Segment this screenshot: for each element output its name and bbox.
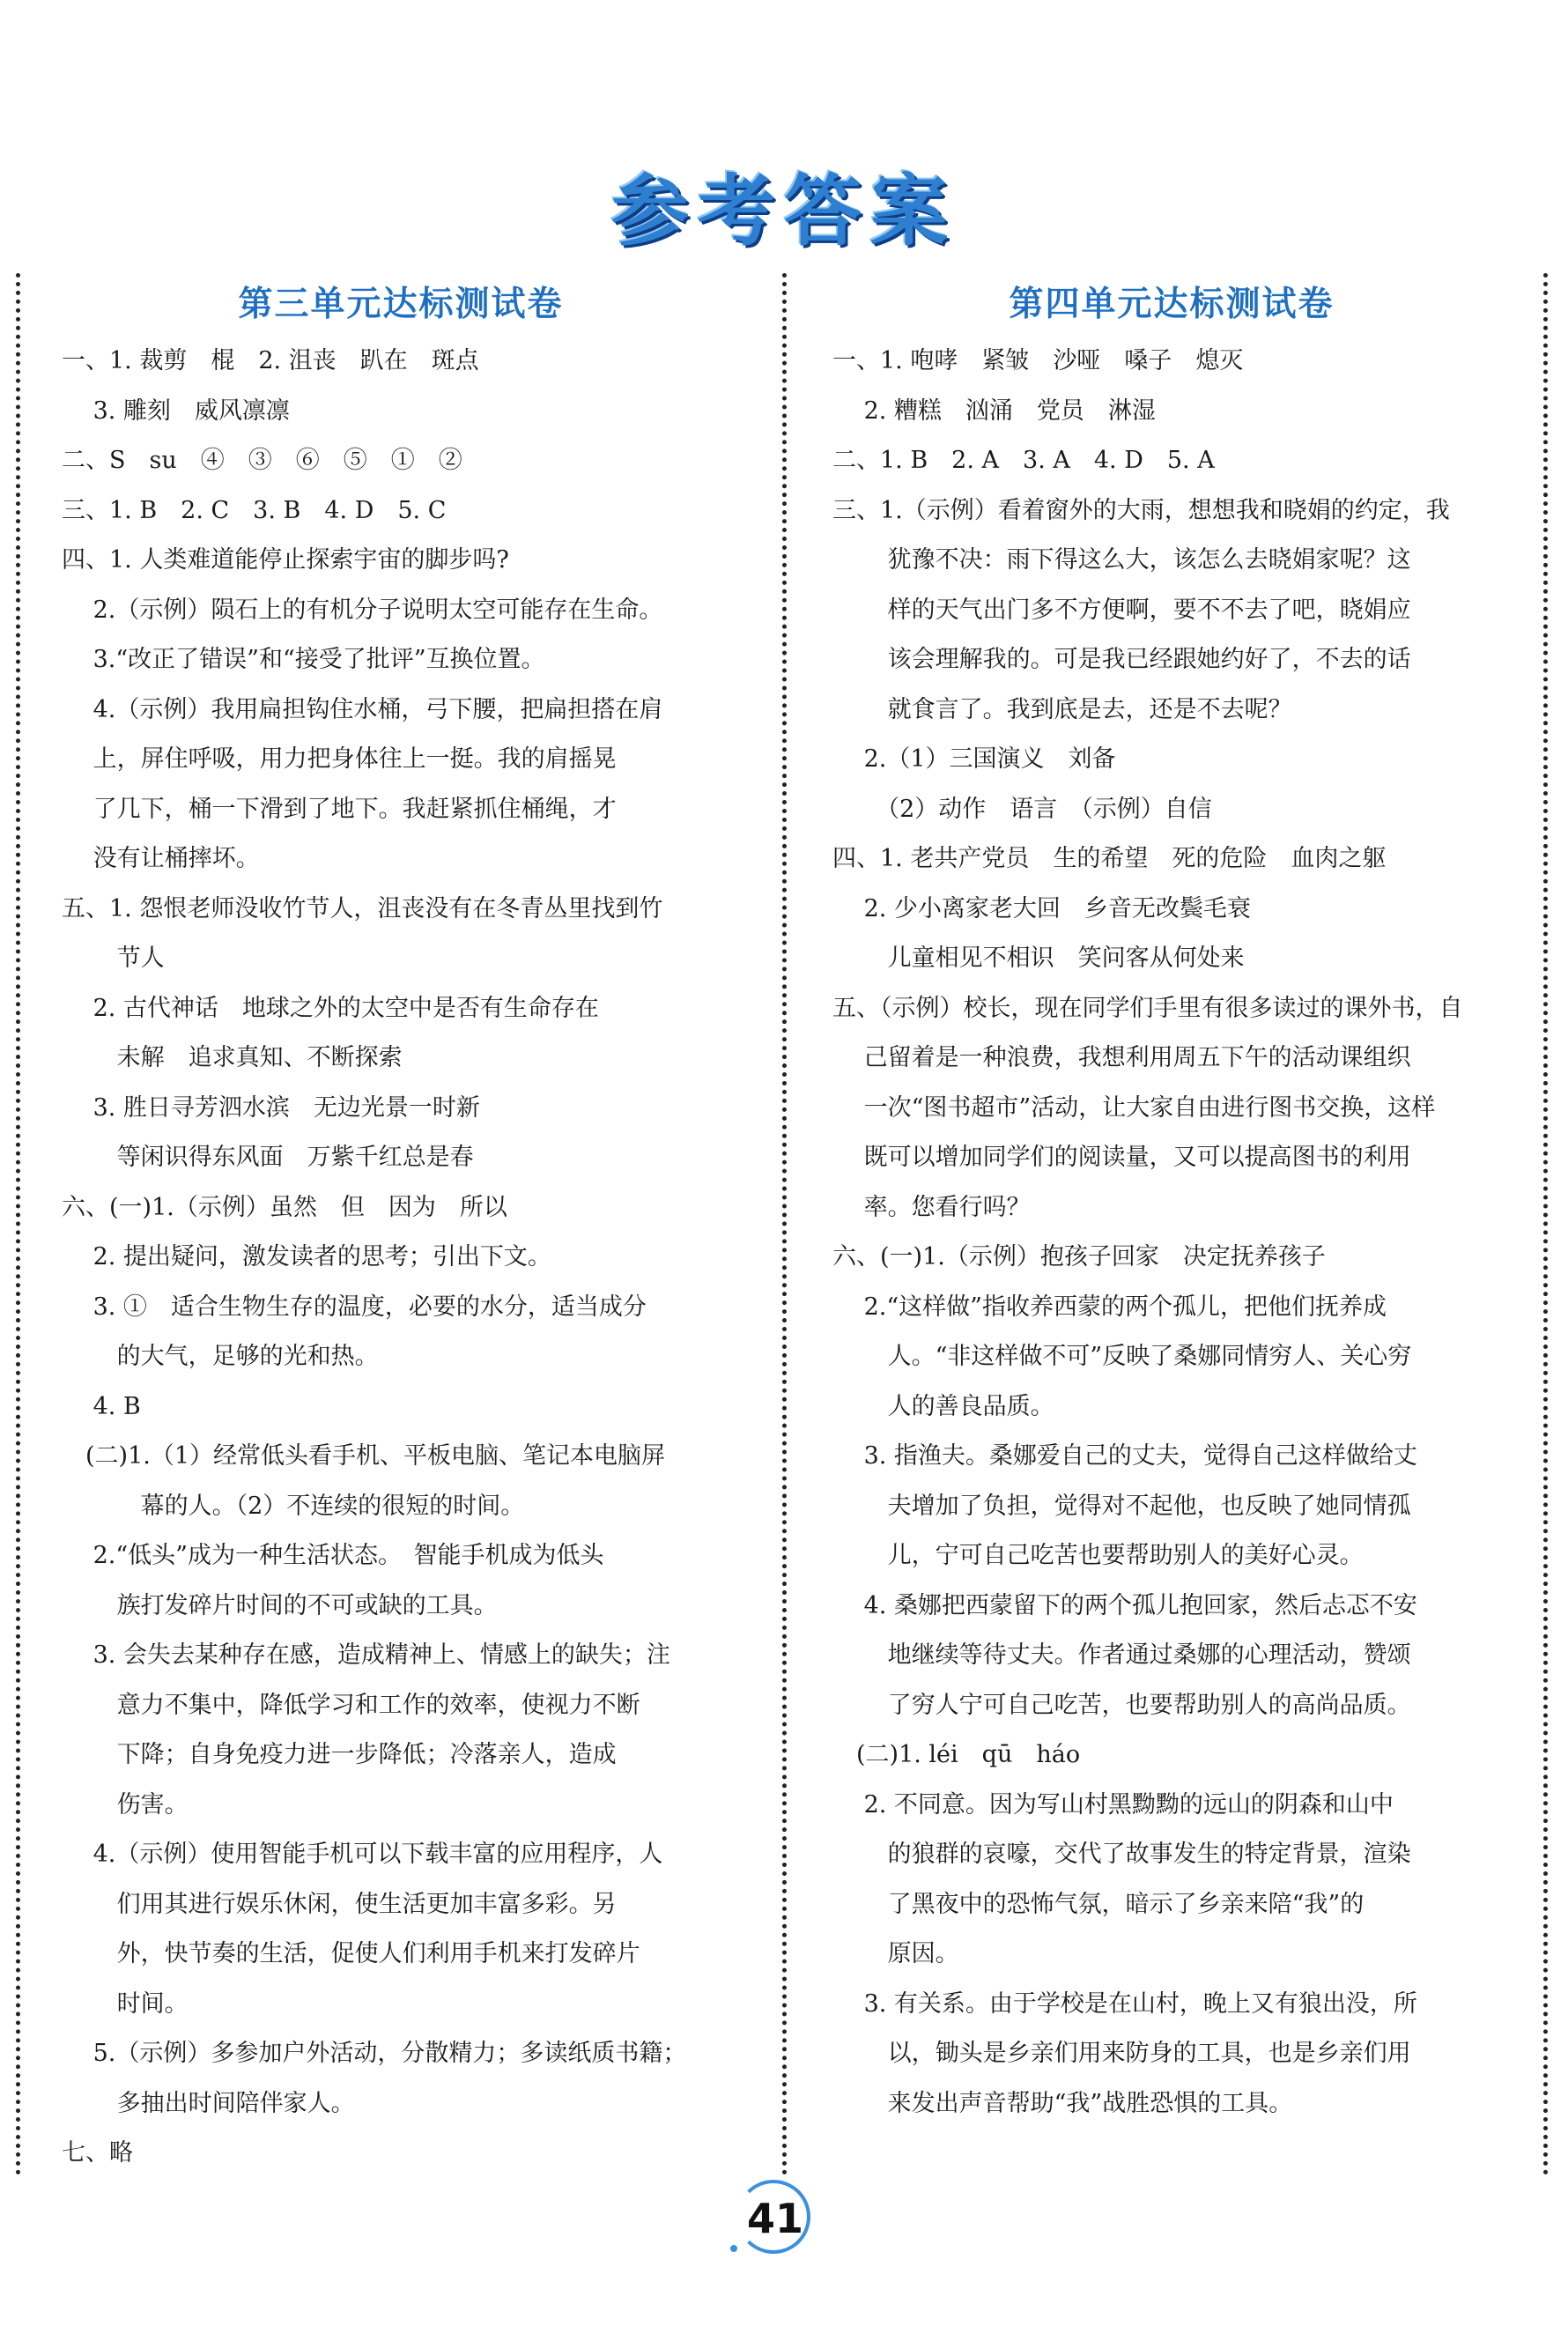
answer-line: 节人 [62, 945, 165, 972]
answer-line: 伤害。 [62, 1790, 189, 1819]
answer-line: 5.（示例）多参加户外活动，分散精力；多读纸质书籍； [62, 2040, 687, 2067]
answer-line: 的狼群的哀嚎，交代了故事发生的特定背景，渲染 [832, 1841, 1411, 1868]
page-title: 参考答案 [610, 166, 957, 256]
answer-line: 以，锄头是乡亲们用来防身的工具，也是乡亲们用 [832, 2040, 1411, 2067]
unit-four-heading: 第四单元达标测试卷 [1009, 284, 1335, 324]
answer-line: 2. 糟糕 汹涌 党员 淋湿 [832, 396, 1156, 425]
answer-line: 一、1. 咆哮 紧皱 沙哑 嗓子 熄灭 [832, 347, 1244, 374]
answer-line: 该会理解我的。可是我已经跟她约好了，不去的话 [832, 646, 1411, 673]
answer-line: 了几下，桶一下滑到了地下。我赶紧抓住桶绳，才 [62, 795, 617, 823]
answer-line: 六、(一)1.（示例）虽然 但 因为 所以 [62, 1193, 507, 1221]
answer-line: 犹豫不决：雨下得这么大，该怎么去晓娟家呢？这 [832, 546, 1411, 574]
answer-line: 人的善良品质。 [832, 1392, 1054, 1420]
answer-line: 二、S su ④ ③ ⑥ ⑤ ① ② [62, 447, 462, 474]
answer-line: 六、(一)1.（示例）抱孩子回家 决定抚养孩子 [832, 1243, 1326, 1271]
answer-line: 的大气，足够的光和热。 [62, 1343, 379, 1370]
answer-line: 没有让桶摔坏。 [62, 845, 260, 872]
answer-line: 上，屏住呼吸，用力把身体往上一挺。我的肩摇晃 [62, 745, 617, 773]
answer-line: 三、1. B 2. C 3. B 4. D 5. C [62, 496, 447, 524]
answer-line: 2. 古代神话 地球之外的太空中是否有生命存在 [62, 994, 599, 1022]
answer-line: 4. 桑娜把西蒙留下的两个孤儿抱回家，然后忐忑不安 [832, 1591, 1417, 1619]
answer-line: 儿，宁可自己吃苦也要帮助别人的美好心灵。 [832, 1542, 1364, 1569]
answer-line: 3. 雕刻 威风凛凛 [62, 396, 290, 425]
answer-line: 3. 有关系。由于学校是在山村，晚上又有狼出没，所 [832, 1989, 1417, 2018]
answer-line: 未解 追求真知、不断探索 [62, 1044, 403, 1071]
answer-line: 时间。 [62, 1989, 189, 2018]
answer-line: 二、1. B 2. A 3. A 4. D 5. A [832, 447, 1215, 474]
answer-line: 4. B [62, 1392, 141, 1420]
answer-line: 3.“改正了错误”和“接受了批评”互换位置。 [62, 646, 545, 673]
answer-line: 五、（示例）校长，现在同学们手里有很多读过的课外书，自 [832, 994, 1463, 1022]
answer-line: 3. 指渔夫。桑娜爱自己的丈夫，觉得自己这样做给丈 [832, 1442, 1417, 1470]
answer-line: (二)1.（1）经常低头看手机、平板电脑、笔记本电脑屏 [62, 1442, 666, 1470]
unit-three-heading: 第三单元达标测试卷 [238, 284, 564, 324]
right-dotted-divider [1543, 273, 1548, 2176]
answer-line: 地继续等待丈夫。作者通过桑娜的心理活动，赞颂 [832, 1641, 1411, 1669]
answer-line: 儿童相见不相识 笑问客从何处来 [832, 945, 1245, 972]
center-dotted-divider [782, 273, 787, 2176]
answer-line: 夫增加了负担，觉得对不起他，也反映了她同情孤 [832, 1492, 1411, 1520]
unit-three-answers [62, 273, 740, 2179]
page-number-dot [730, 2245, 737, 2252]
answer-line: 样的天气出门多不方便啊，要不不去了吧，晓娟应 [832, 596, 1411, 624]
answer-line: 们用其进行娱乐休闲，使生活更加丰富多彩。另 [62, 1890, 617, 1918]
answer-line: 四、1. 老共产党员 生的希望 死的危险 血肉之躯 [832, 845, 1387, 872]
answer-line: 就食言了。我到底是去，还是不去呢？ [832, 695, 1292, 723]
answer-line: 2.“这样做”指收养西蒙的两个孤儿，把他们抚养成 [832, 1293, 1387, 1321]
answer-line: 七、略 [62, 2139, 133, 2167]
answer-line: 等闲识得东风面 万紫千红总是春 [62, 1144, 474, 1171]
answer-line: 族打发碎片时间的不可或缺的工具。 [62, 1591, 498, 1619]
answer-line: 2. 不同意。因为写山村黑黝黝的远山的阴森和山中 [832, 1790, 1394, 1819]
page-number: 41 [746, 2195, 803, 2242]
answer-line: (二)1. léi qū háo [832, 1741, 1081, 1768]
answer-line: 2. 提出疑问，激发读者的思考；引出下文。 [62, 1243, 551, 1271]
unit-four-answers [832, 273, 1511, 2129]
answer-line: 一、1. 裁剪 棍 2. 沮丧 趴在 斑点 [62, 347, 479, 374]
left-dotted-divider [16, 273, 20, 2176]
answer-line: 2.（示例）陨石上的有机分子说明太空可能存在生命。 [62, 596, 663, 624]
answer-line: 3. 会失去某种存在感，造成精神上、情感上的缺失；注 [62, 1641, 670, 1669]
answer-line: 4.（示例）使用智能手机可以下载丰富的应用程序，人 [62, 1841, 663, 1868]
answer-line: 既可以增加同学们的阅读量，又可以提高图书的利用 [832, 1144, 1411, 1171]
answer-line: 2.“低头”成为一种生活状态。 智能手机成为低头 [62, 1542, 604, 1569]
answer-line: 一次“图书超市”活动，让大家自由进行图书交换，这样 [832, 1093, 1436, 1122]
answer-line: 下降；自身免疫力进一步降低；冷落亲人，造成 [62, 1741, 617, 1768]
answer-line: 意力不集中，降低学习和工作的效率，使视力不断 [62, 1691, 640, 1719]
unit-four-lines [832, 337, 1511, 2129]
answer-line: 原因。 [832, 1940, 959, 1967]
answer-line: 2. 少小离家老大回 乡音无改鬓毛衰 [832, 894, 1251, 922]
answer-line: 3. ① 适合生物生存的温度，必要的水分，适当成分 [62, 1293, 647, 1321]
answer-line: 了黑夜中的恐怖气氛，暗示了乡亲来陪“我”的 [832, 1890, 1365, 1918]
answer-line: 五、1. 怨恨老师没收竹节人，沮丧没有在冬青丛里找到竹 [62, 894, 663, 922]
answer-line: 多抽出时间陪伴家人。 [62, 2089, 355, 2117]
answer-line: 己留着是一种浪费，我想利用周五下午的活动课组织 [832, 1044, 1411, 1071]
answer-line: 外，快节奏的生活，促使人们利用手机来打发碎片 [62, 1940, 640, 1967]
answer-line: 率。您看行吗？ [832, 1193, 1031, 1221]
answer-line: （2）动作 语言 （示例）自信 [832, 795, 1212, 823]
answer-line: 幕的人。（2）不连续的很短的时间。 [62, 1492, 525, 1520]
answer-line: 3. 胜日寻芳泗水滨 无边光景一时新 [62, 1093, 480, 1122]
answer-line: 4.（示例）我用扁担钩住水桶，弓下腰，把扁担搭在肩 [62, 695, 663, 723]
answer-line: 四、1. 人类难道能停止探索宇宙的脚步吗? [62, 546, 509, 574]
answer-line: 人。“非这样做不可”反映了桑娜同情穷人、关心穷 [832, 1343, 1412, 1370]
answer-line: 了穷人宁可自己吃苦，也要帮助别人的高尚品质。 [832, 1691, 1411, 1719]
answer-line: 来发出声音帮助“我”战胜恐惧的工具。 [832, 2089, 1293, 2117]
answer-line: 三、1.（示例）看着窗外的大雨，想想我和晓娟的约定，我 [832, 496, 1450, 524]
unit-three-lines [62, 337, 740, 2179]
answer-line: 2.（1）三国演义 刘备 [832, 745, 1116, 773]
